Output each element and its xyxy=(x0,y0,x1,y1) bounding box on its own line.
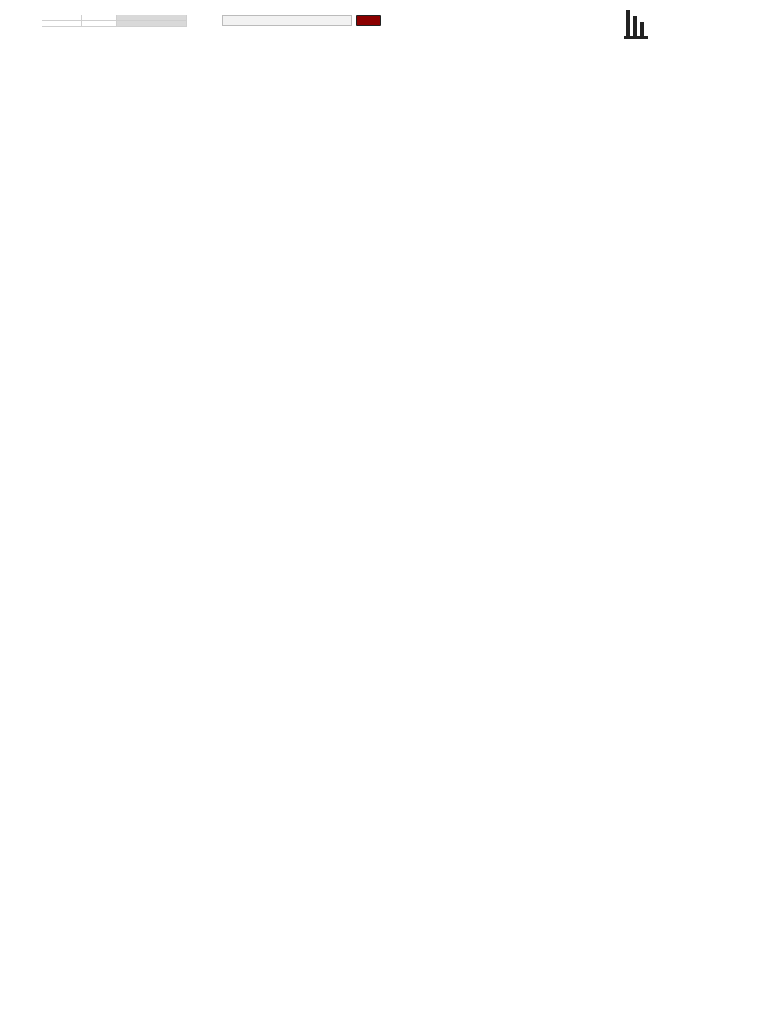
logo-mark-icon xyxy=(620,8,652,42)
entry-title xyxy=(222,15,352,26)
entry-button[interactable] xyxy=(356,15,381,26)
due-currency xyxy=(42,21,82,27)
totals-block xyxy=(42,14,187,30)
due-label xyxy=(117,21,187,27)
due-value xyxy=(82,21,117,27)
main-table xyxy=(42,45,658,475)
lower-table xyxy=(42,556,658,616)
